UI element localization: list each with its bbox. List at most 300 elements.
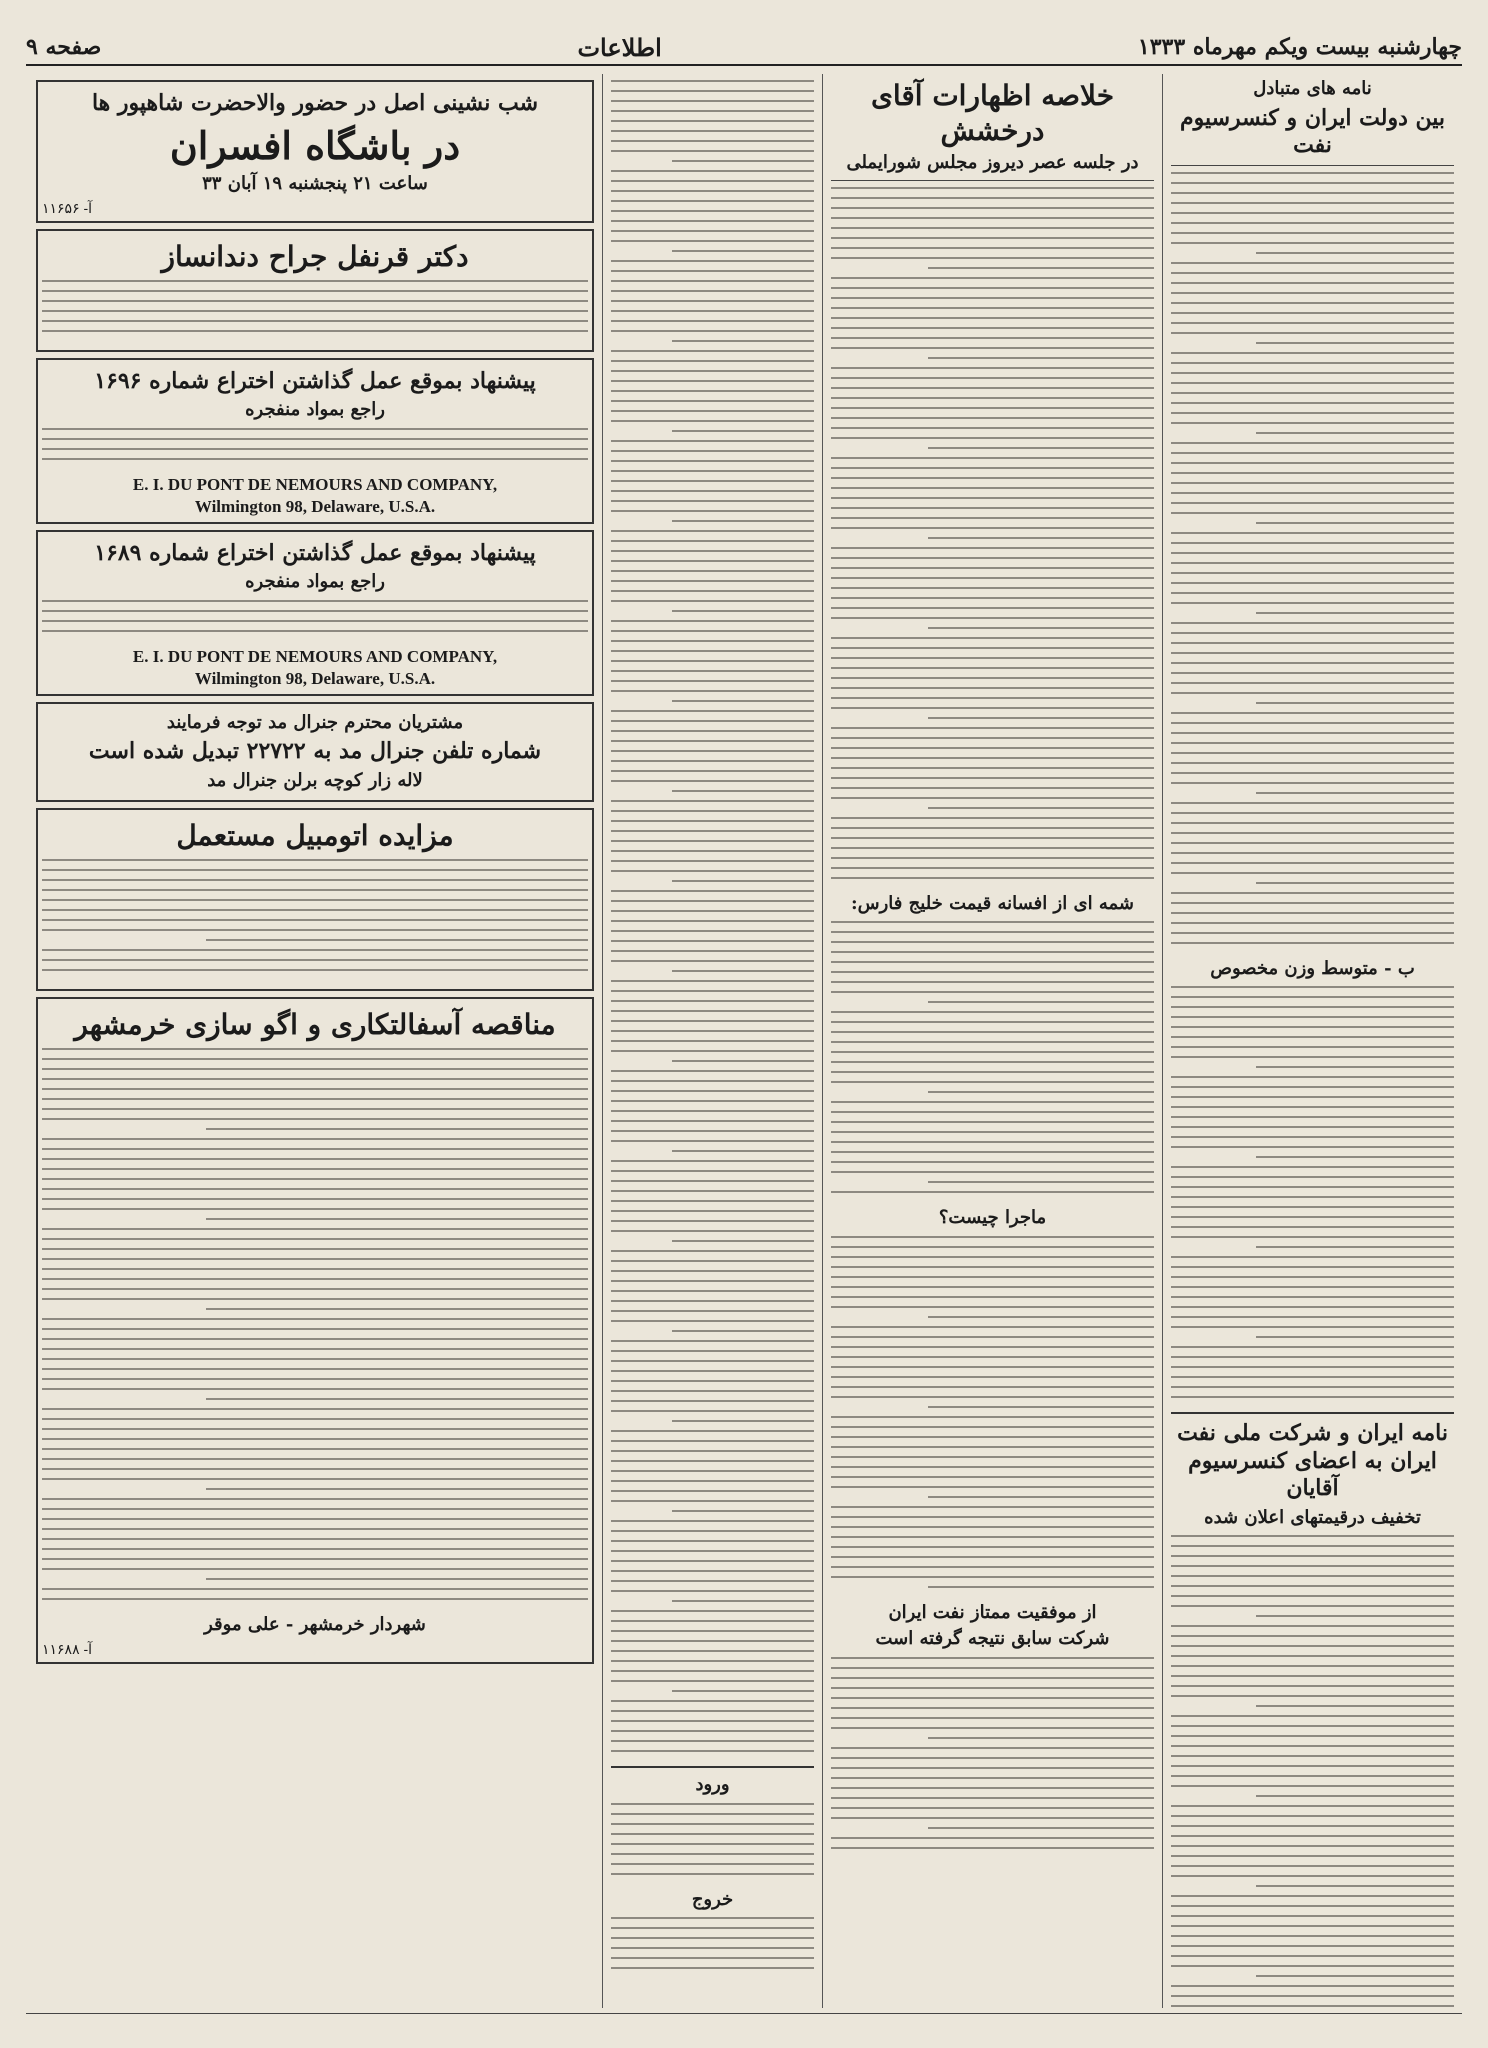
text-line [611, 1310, 814, 1312]
text-line [1171, 192, 1454, 194]
text-line [611, 180, 814, 182]
text-line [831, 1111, 1154, 1113]
text-line [831, 1446, 1154, 1448]
text-line [42, 600, 588, 602]
text-line [42, 458, 588, 460]
text-line [831, 827, 1154, 829]
text-line [1256, 342, 1454, 344]
text-line [928, 1737, 1154, 1739]
text-line [611, 690, 814, 692]
text-line [928, 447, 1154, 449]
text-line [42, 1518, 588, 1520]
text-line [611, 1620, 814, 1622]
text-line [611, 130, 814, 132]
text-line [611, 820, 814, 822]
text-line [611, 570, 814, 572]
text-line [831, 777, 1154, 779]
text-line [672, 1240, 814, 1242]
text-line [1171, 932, 1454, 934]
text-line [831, 1486, 1154, 1488]
text-line [1171, 1116, 1454, 1118]
text-line [1171, 1995, 1454, 1997]
text-line [1171, 452, 1454, 454]
text-line [611, 1540, 814, 1542]
text-line [611, 630, 814, 632]
text-line [1256, 1705, 1454, 1707]
text-line [831, 227, 1154, 229]
text-line [1171, 642, 1454, 644]
text-line [831, 1041, 1154, 1043]
text-line [611, 1670, 814, 1672]
text-line [1171, 1585, 1454, 1587]
text-line [42, 879, 588, 881]
letter-headline: نامه ایران و شرکت ملی نفت ایران به اعضای کنسرسیوم آقایان [1177, 1420, 1448, 1501]
text-line [831, 217, 1154, 219]
text-line [611, 1090, 814, 1092]
text-line [611, 490, 814, 492]
text-line [1171, 462, 1454, 464]
text-line [611, 860, 814, 862]
text-line [831, 697, 1154, 699]
text-line [1171, 1725, 1454, 1727]
text-line [1171, 182, 1454, 184]
text-line [42, 1548, 588, 1550]
text-line [1171, 492, 1454, 494]
text-line [1171, 322, 1454, 324]
text-line [1171, 572, 1454, 574]
text-line [42, 1318, 588, 1320]
page-footer [26, 2013, 1462, 2036]
text-line [42, 1428, 588, 1430]
text-line [42, 1268, 588, 1270]
center-subhead: در جلسه عصر دیروز مجلس شورایملی [846, 152, 1139, 173]
text-line [611, 1740, 814, 1742]
text-line [831, 1171, 1154, 1173]
text-line [1171, 1206, 1454, 1208]
text-line [42, 1228, 588, 1230]
text-line [1171, 1625, 1454, 1627]
text-line [611, 110, 814, 112]
text-line [1171, 482, 1454, 484]
text-line [611, 190, 814, 192]
text-line [831, 387, 1154, 389]
text-line [611, 930, 814, 932]
text-line [672, 430, 814, 432]
text-line [42, 1168, 588, 1170]
text-line [1256, 882, 1454, 884]
text-line [1171, 1935, 1454, 1937]
text-line [42, 1048, 588, 1050]
text-line [831, 457, 1154, 459]
text-line [672, 880, 814, 882]
text-line [611, 1360, 814, 1362]
center-section-2: ماجرا چیست؟ [938, 1207, 1047, 1228]
text-line [611, 1610, 814, 1612]
text-line [206, 1578, 588, 1580]
text-line [1171, 552, 1454, 554]
text-line [1256, 432, 1454, 434]
text-line [611, 1630, 814, 1632]
text-line [831, 677, 1154, 679]
text-line [611, 750, 814, 752]
ad-car-auction [36, 808, 594, 991]
text-line [831, 747, 1154, 749]
text-line [1171, 502, 1454, 504]
text-line [831, 477, 1154, 479]
text-line [42, 1158, 588, 1160]
text-line [42, 1058, 588, 1060]
patent-company: E. I. DU PONT DE NEMOURS AND COMPANY, [132, 646, 498, 666]
text-line [611, 1010, 814, 1012]
text-line [831, 507, 1154, 509]
text-line [611, 990, 814, 992]
text-line [1171, 1266, 1454, 1268]
text-line [611, 1460, 814, 1462]
text-line [1171, 742, 1454, 744]
text-line [831, 327, 1154, 329]
text-line [611, 450, 814, 452]
text-line [611, 1500, 814, 1502]
text-line [831, 597, 1154, 599]
text-line [611, 100, 814, 102]
text-line [1171, 812, 1454, 814]
text-line [611, 530, 814, 532]
text-line [1171, 1565, 1454, 1567]
text-line [1171, 1785, 1454, 1787]
text-line [831, 1396, 1154, 1398]
text-line [1171, 872, 1454, 874]
arrivals-body [611, 1803, 814, 1883]
text-line [672, 1330, 814, 1332]
text-line [831, 567, 1154, 569]
text-line [1171, 1835, 1454, 1837]
text-line [831, 1386, 1154, 1388]
text-line [611, 330, 814, 332]
text-line [831, 1071, 1154, 1073]
text-line [611, 1720, 814, 1722]
text-line [42, 1568, 588, 1570]
text-line [206, 1218, 588, 1220]
text-line [1171, 2005, 1454, 2007]
text-line [611, 300, 814, 302]
text-line [611, 1580, 814, 1582]
text-line [1256, 612, 1454, 614]
columns [26, 74, 1462, 2008]
center-section-1: شمه ای از افسانه قیمت خلیج فارس: [851, 892, 1134, 914]
text-line [831, 1011, 1154, 1013]
text-line [1171, 672, 1454, 674]
text-line [831, 1797, 1154, 1799]
center-body-4 [831, 1657, 1154, 1857]
text-line [611, 940, 814, 942]
text-line [611, 1400, 814, 1402]
text-line [928, 537, 1154, 539]
text-line [42, 969, 588, 971]
text-line [831, 527, 1154, 529]
text-line [928, 1827, 1154, 1829]
text-line [611, 660, 814, 662]
text-line [1171, 1825, 1454, 1827]
text-line [831, 767, 1154, 769]
text-line [611, 560, 814, 562]
text-line [831, 1456, 1154, 1458]
text-line [611, 810, 814, 812]
text-line [42, 1508, 588, 1510]
text-line [611, 1340, 814, 1342]
text-line [1171, 372, 1454, 374]
text-line [42, 909, 588, 911]
text-line [1171, 1046, 1454, 1048]
tender-body [42, 1048, 588, 1608]
text-line [611, 1250, 814, 1252]
text-line [1171, 1755, 1454, 1757]
center-body-2 [831, 921, 1154, 1201]
text-line [1171, 822, 1454, 824]
text-line [611, 1873, 814, 1875]
center-body-3 [831, 1236, 1154, 1596]
text-line [42, 1438, 588, 1440]
text-line [42, 610, 588, 612]
text-line [831, 1757, 1154, 1759]
text-line [1171, 1965, 1454, 1967]
text-line [611, 480, 814, 482]
text-line [611, 1530, 814, 1532]
text-line [611, 1440, 814, 1442]
text-line [831, 971, 1154, 973]
text-line [611, 200, 814, 202]
text-line [928, 1316, 1154, 1318]
text-line [1256, 522, 1454, 524]
text-line [611, 770, 814, 772]
text-line [1171, 1865, 1454, 1867]
text-line [831, 1466, 1154, 1468]
text-line [611, 1520, 814, 1522]
text-line [1171, 1236, 1454, 1238]
text-line [831, 1506, 1154, 1508]
text-line [831, 557, 1154, 559]
text-line [1171, 996, 1454, 998]
text-line [611, 670, 814, 672]
text-line [928, 1001, 1154, 1003]
text-line [1171, 352, 1454, 354]
text-line [611, 140, 814, 142]
text-line [831, 1276, 1154, 1278]
text-line [1171, 1845, 1454, 1847]
column-right [1162, 74, 1462, 2008]
text-line [1171, 772, 1454, 774]
text-line [1171, 1605, 1454, 1607]
article-headline: بین دولت ایران و کنسرسیوم نفت [1179, 104, 1446, 158]
text-line [206, 939, 588, 941]
text-line [1171, 1985, 1454, 1987]
text-line [611, 1650, 814, 1652]
text-line [611, 1370, 814, 1372]
text-line [1171, 302, 1454, 304]
text-line [611, 950, 814, 952]
text-line [831, 247, 1154, 249]
ad-time: ساعت ۲۱ پنجشنبه ۱۹ آبان ۳۳ [202, 173, 428, 194]
text-line [1171, 592, 1454, 594]
center-section-3: از موفقیت ممتاز نفت ایران [888, 1601, 1097, 1623]
text-line [672, 1150, 814, 1152]
text-line [611, 900, 814, 902]
patent-address: Wilmington 98, Delaware, U.S.A. [194, 668, 436, 688]
ad-code: آ- ۱۱۶۵۶ [42, 199, 93, 216]
ad-general-mod [36, 702, 594, 803]
text-line [611, 150, 814, 152]
text-line [611, 840, 814, 842]
text-line [1256, 1615, 1454, 1617]
text-line [1171, 472, 1454, 474]
text-line [611, 1280, 814, 1282]
text-line [831, 1717, 1154, 1719]
text-line [831, 687, 1154, 689]
text-line [42, 1528, 588, 1530]
text-line [1171, 1396, 1454, 1398]
text-line [611, 1160, 814, 1162]
text-line [42, 1288, 588, 1290]
text-line [611, 760, 814, 762]
text-line [611, 800, 814, 802]
text-line [611, 680, 814, 682]
text-line [1171, 662, 1454, 664]
text-line [831, 1546, 1154, 1548]
patent-body [42, 600, 588, 640]
text-line [1256, 1885, 1454, 1887]
text-line [1171, 292, 1454, 294]
center-body [831, 187, 1154, 887]
text-line [831, 951, 1154, 953]
text-line [831, 1031, 1154, 1033]
text-line [611, 240, 814, 242]
center-section-4: شرکت سابق نتیجه گرفته است [875, 1628, 1110, 1649]
text-line [831, 941, 1154, 943]
text-line [1171, 1296, 1454, 1298]
text-line [1171, 862, 1454, 864]
text-line [1256, 792, 1454, 794]
text-line [1171, 1056, 1454, 1058]
text-line [611, 1320, 814, 1322]
text-line [611, 470, 814, 472]
text-line [42, 1298, 588, 1300]
text-line [831, 707, 1154, 709]
text-line [1171, 272, 1454, 274]
text-line [611, 1040, 814, 1042]
text-line [611, 1470, 814, 1472]
text-line [611, 1000, 814, 1002]
text-line [42, 630, 588, 632]
text-line [42, 1588, 588, 1590]
text-line [42, 1468, 588, 1470]
text-line [1171, 1535, 1454, 1537]
text-line [1171, 602, 1454, 604]
text-line [831, 307, 1154, 309]
text-line [42, 448, 588, 450]
text-line [831, 1687, 1154, 1689]
text-line [611, 1050, 814, 1052]
tender-signature: شهردار خرمشهر - علی موقر [204, 1614, 426, 1636]
text-line [611, 280, 814, 282]
text-line [611, 1590, 814, 1592]
center-headline: خلاصه اظهارات آقای درخشش [870, 79, 1115, 147]
text-line [831, 1416, 1154, 1418]
text-line [611, 1130, 814, 1132]
text-line [831, 1336, 1154, 1338]
text-line [831, 1141, 1154, 1143]
text-line [1171, 1356, 1454, 1358]
text-line [831, 847, 1154, 849]
text-line [611, 600, 814, 602]
text-line [611, 720, 814, 722]
masthead-date: چهارشنبه بیست ویکم مهرماه ۱۳۳۳ [1137, 34, 1462, 60]
text-line [831, 1121, 1154, 1123]
text-line [1171, 1695, 1454, 1697]
text-line [611, 980, 814, 982]
text-line [831, 417, 1154, 419]
text-line [1171, 1805, 1454, 1807]
text-line [611, 830, 814, 832]
text-line [611, 510, 814, 512]
text-line [1171, 902, 1454, 904]
text-line [1171, 632, 1454, 634]
text-line [672, 340, 814, 342]
dentist-title: دکتر قرنفل جراح دندانساز [161, 239, 469, 273]
general-mod-title: مشتریان محترم جنرال مد توجه فرمایند [166, 711, 464, 733]
text-line [831, 1697, 1154, 1699]
text-line [831, 347, 1154, 349]
text-line [928, 1496, 1154, 1498]
text-line [611, 960, 814, 962]
text-line [611, 1200, 814, 1202]
text-line [672, 1420, 814, 1422]
text-line [611, 920, 814, 922]
narrow-body [611, 80, 814, 1760]
text-line [611, 740, 814, 742]
text-line [831, 397, 1154, 399]
text-line [611, 1937, 814, 1939]
text-line [928, 1586, 1154, 1588]
text-line [1171, 1655, 1454, 1657]
text-line [1171, 1555, 1454, 1557]
text-line [1256, 1795, 1454, 1797]
text-line [831, 1161, 1154, 1163]
text-line [831, 647, 1154, 649]
text-line [611, 870, 814, 872]
text-line [42, 1418, 588, 1420]
arrivals-heading: ورود [695, 1774, 730, 1795]
text-line [831, 1191, 1154, 1193]
text-line [611, 1110, 814, 1112]
text-line [42, 1248, 588, 1250]
text-line [611, 360, 814, 362]
text-line [611, 370, 814, 372]
text-line [831, 817, 1154, 819]
text-line [831, 991, 1154, 993]
text-line [831, 1476, 1154, 1478]
text-line [611, 1030, 814, 1032]
text-line [672, 1600, 814, 1602]
text-line [611, 1120, 814, 1122]
text-line [672, 1060, 814, 1062]
text-line [831, 1817, 1154, 1819]
text-line [611, 1833, 814, 1835]
text-line [831, 1131, 1154, 1133]
text-line [1171, 1016, 1454, 1018]
text-line [42, 1238, 588, 1240]
text-line [1171, 1136, 1454, 1138]
text-line [1171, 1945, 1454, 1947]
text-line [611, 1863, 814, 1865]
